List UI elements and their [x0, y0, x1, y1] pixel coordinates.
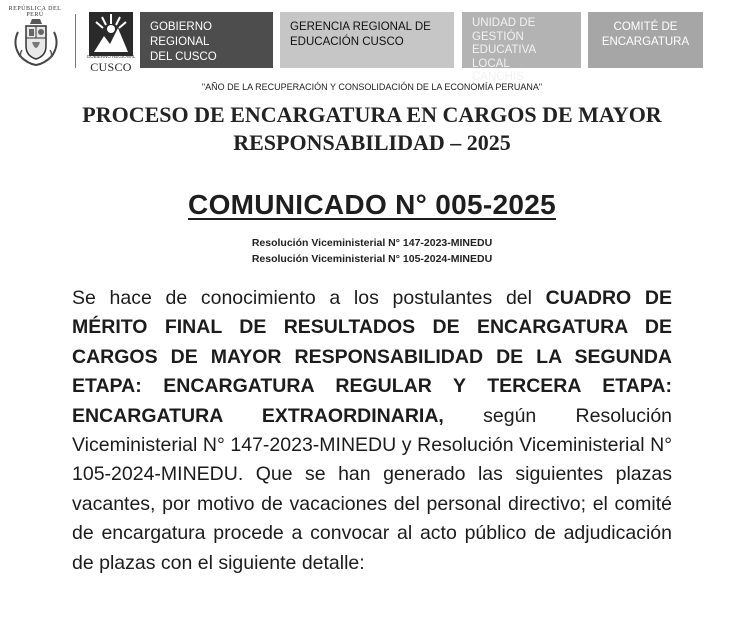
- header-box-line: EDUCACIÓN CUSCO: [290, 36, 404, 48]
- header-box-line: COMITÉ DE: [613, 21, 678, 33]
- process-title-line: RESPONSABILIDAD – 2025: [233, 130, 511, 155]
- body-bold-title: CUADRO DE MÉRITO FINAL DE RESULTADOS DE ENCARGATURA DE CARGOS DE MAYOR RESPONSABILIDAD DE LA SEGUNDA ETAPA: ENCARGATURA REGULAR Y TERCERA ETAPA: ENCARGATURA EXTRAORDINARIA,: [72, 287, 672, 427]
- body-rest: según Resolución Viceministerial N° 147-2023-MINEDU y Resolución Viceministerial N° 105-2024-MINEDU. Que se han generado las siguientes plazas vacantes, por motivo de vacaciones del personal directivo; el comité de encargatura procede a convocar al acto público de adjudicación de plazas con el siguiente detalle:: [72, 404, 673, 574]
- cusco-logo-name: CUSCO: [90, 60, 132, 74]
- announcement-body: [72, 284, 672, 578]
- resolution-reference: Resolución Viceministerial N° 147-2023-MINEDU: [251, 237, 493, 249]
- comunicado-number: COMUNICADO N° 005-2025: [188, 189, 556, 220]
- header-box-gerencia-regional: [280, 12, 454, 68]
- resolution-reference: Resolución Viceministerial N° 105-2024-MINEDU: [251, 253, 493, 265]
- header-divider: [75, 14, 76, 68]
- year-motto: "AÑO DE LA RECUPERACIÓN Y CONSOLIDACIÓN DE LA ECONOMÍA PERUANA": [201, 82, 543, 92]
- header-box-line: DEL CUSCO: [150, 51, 217, 63]
- header-box-line: ENCARGATURA: [601, 36, 690, 48]
- header-box-line: GERENCIA REGIONAL DE: [290, 21, 431, 33]
- process-title: [30, 101, 714, 157]
- comunicado-heading: [0, 189, 744, 221]
- header-box-comite-encargatura: [588, 12, 703, 68]
- body-intro: Se hace de conocimiento a los postulantes del: [72, 287, 546, 309]
- header-box-line: UNIDAD DE GESTIÓN: [472, 17, 536, 43]
- peru-coat-of-arms-icon: [8, 10, 64, 70]
- cusco-logo-subtitle: GOBIERNO REGIONAL: [86, 54, 136, 59]
- header-box-line: GOBIERNO REGIONAL: [150, 21, 212, 48]
- header-box-gobierno-regional: [140, 12, 273, 68]
- seal-caption: REPÚBLICA DEL PERÚ: [8, 6, 62, 18]
- header-box-ugel-canchis: [462, 12, 581, 83]
- document-header: [0, 0, 744, 83]
- process-title-line: PROCESO DE ENCARGATURA EN CARGOS DE MAYOR: [82, 102, 662, 127]
- header-box-line: EDUCATIVA LOCAL: [472, 44, 536, 70]
- header-box-line: CANCHIS: [472, 71, 524, 83]
